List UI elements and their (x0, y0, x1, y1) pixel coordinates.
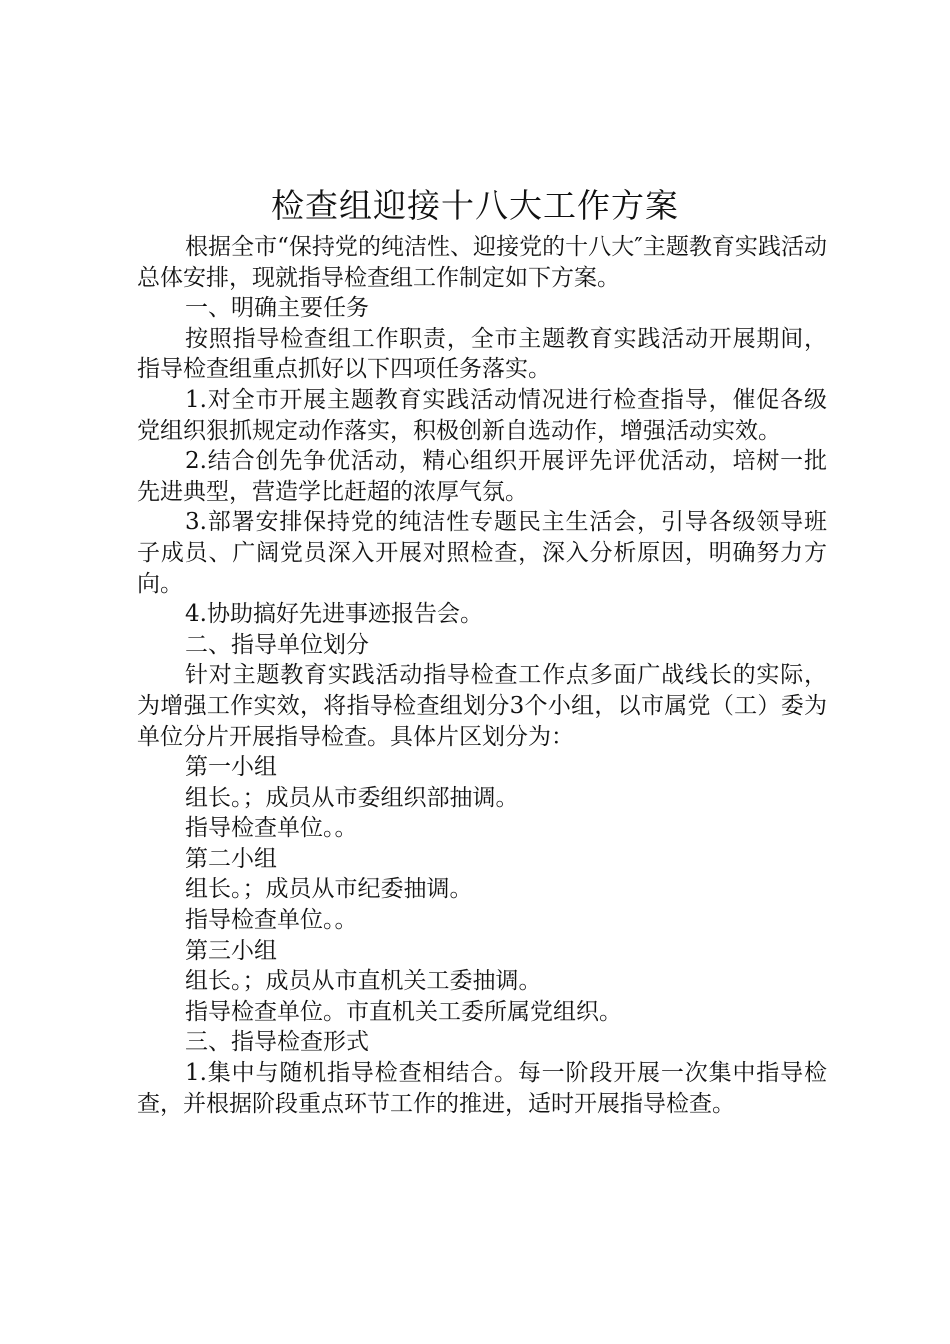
section-heading-3: 三、指导检查形式 (185, 1029, 369, 1056)
paragraph-division: 针对主题教育实践活动指导检查工作点多面广战线长的实际，为增强工作实效，将指导检查组划分3个小组，以市属党（工）委为单位分片开展指导检查。具体片区划分为： (137, 662, 827, 750)
group-1-members: 组长。；成员从市委组织部抽调。 (185, 784, 519, 811)
group-3-units: 指导检查单位。市直机关工委所属党组织。 (185, 998, 622, 1025)
section-heading-2: 二、指导单位划分 (185, 631, 369, 658)
group-2-members: 组长。；成员从市纪委抽调。 (185, 876, 473, 903)
task-item-4: 4.协助搞好先进事迹报告会。 (185, 601, 483, 628)
task-item-2: 2.结合创先争优活动，精心组织开展评先评优活动，培树一批先进典型，营造学比赶超的浓厚气氛。 (137, 448, 827, 505)
task-item-1: 1.对全市开展主题教育实践活动情况进行检查指导，催促各级党组织狠抓规定动作落实，积极创新自选动作，增强活动实效。 (137, 386, 827, 444)
document-body (137, 232, 827, 1119)
group-1-units: 指导检查单位。。 (185, 815, 358, 842)
task-item-3: 3.部署安排保持党的纯洁性专题民主生活会，引导各级领导班子成员、广阔党员深入开展对照检查，深入分析原因，明确努力方向。 (137, 509, 827, 597)
group-3-heading: 第三小组 (185, 937, 277, 964)
paragraph-tasks-intro: 按照指导检查组工作职责，全市主题教育实践活动开展期间，指导检查组重点抓好以下四项任务落实。 (137, 325, 827, 383)
form-item-1: 1.集中与随机指导检查相结合。每一阶段开展一次集中指导检查，并根据阶段重点环节工作的推进，适时开展指导检查。 (137, 1060, 827, 1117)
group-2-units: 指导检查单位。。 (185, 907, 358, 934)
group-3-members: 组长。；成员从市直机关工委抽调。 (185, 968, 542, 995)
section-heading-1: 一、明确主要任务 (185, 295, 369, 322)
paragraph-intro: 根据全市“保持党的纯洁性、迎接党的十八大″主题教育实践活动总体安排，现就指导检查组工作制定如下方案。 (137, 234, 827, 291)
group-1-heading: 第一小组 (185, 754, 277, 781)
document-title: 检查组迎接十八大工作方案 (271, 186, 679, 225)
group-2-heading: 第二小组 (185, 845, 277, 872)
